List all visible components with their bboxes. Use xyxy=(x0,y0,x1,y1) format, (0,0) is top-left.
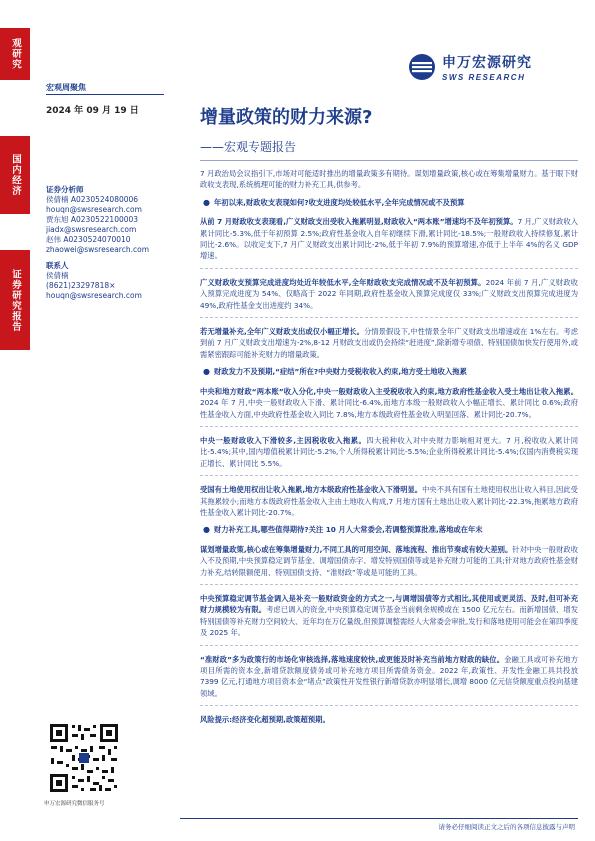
body-paragraph: 中央和地方财政“两本账”收入分化,中央一般财政收入主受税收收入约束,地方政府性基金收入受土地出让收入拖累。2024 年 7 月,中央一般财政收入下滑、累计同比-6.4%,而地方本级一般财政收入小幅正增长、累计同比 0.6%;政府性基金收入方面,中央政府性基金收入同比 7.8%,地方本级政府性基金收入明显回落、累计同比-20.7%。 xyxy=(200,386,578,419)
report-body xyxy=(200,168,578,732)
body-paragraph: 若无增量补充,全年广义财政支出或仅小幅正增长。分情景假设下,中性情景全年广义财政支出增速或在 1%左右。考虑到前 7 月广义财政支出增速为-2%,8-12 月财政支出或仍会持续“赶进度”,除新增专项债、特别国债加快发行使用外,或需紧密跟踪可能补充财力的增量政策。 xyxy=(200,327,578,359)
section-heading: 年初以来,财政收支表现如何?收支进度均处较低水平,全年完成情况或不及预算 xyxy=(214,197,465,207)
analyst-list xyxy=(46,195,176,255)
qr-caption: 申万宏源研究微信服务号 xyxy=(44,801,105,807)
analyst-email-link[interactable]: jiadx@swsresearch.com xyxy=(46,225,137,234)
logo-mark-icon xyxy=(408,53,436,81)
page-subtitle: ——宏观专题报告 xyxy=(200,140,297,154)
analyst-line: 侯倩楠 A0230524080006 xyxy=(46,195,139,204)
report-type: 宏观周聚焦 xyxy=(46,83,86,92)
contact-email-link[interactable]: houqn@swsresearch.com xyxy=(46,291,142,300)
body-paragraph: 广义财政收支预算完成进度均处近年较低水平,全年财政收支完成情况或不及年初预算。2024 年前 7 月,广义财政收入预算完成进度为 54%、仅略高于 2022 年同期,政府性基金收入预算完成度仅 33%;广义财政支出预算完成进度为 49%,政府性基金支出进度约 34%。 xyxy=(200,277,578,310)
section-bullet xyxy=(200,524,578,535)
body-paragraph: 中央一般财政收入下滑较多,主因税收收入拖累。四大税种收入对中央财力影响相对更大。7 月,税收收入累计同比-5.4%;其中,国内增值税累计同比-5.2%,个人所得税累计同比-5.5%;企业所得税累计同比-5.4%;仅国内消费税实现正增长、累计同比 5.5%。 xyxy=(200,435,578,468)
bullet-icon: ● xyxy=(203,197,210,207)
body-paragraph: 谋划增量政策,核心或在筹集增量财力,不同工具的可用空间、落地流程、推出节奏或有较大差别。针对中央一般财政收入不及预期,中央预算稳定调节基金、调增国债赤字、增发特别国债等或是补充财力可能的工具;针对地方政府性基金财力补充,结转限额使用、特别国债支持、“准财政”等或是可能的工具。 xyxy=(200,544,579,577)
paragraph-divider xyxy=(200,317,578,318)
contact-list xyxy=(46,271,176,301)
disclosure-note: 请务必仔细阅读正文之后的各项信息披露与声明 xyxy=(438,823,575,831)
sidebar-tag-domestic-economy: 国内经济 xyxy=(0,136,30,214)
risk-warning: 风险提示:经济变化超预期,政策超预期。 xyxy=(200,715,330,725)
analyst-email-link[interactable]: zhaowei@swsresearch.com xyxy=(46,245,150,254)
body-paragraph: 受国有土地使用权出让收入拖累,地方本级政府性基金收入下滑明显。中央不具有国有土地使用权出让收入科目,因此受其拖累较小;而地方本级政府性基金收入主由土地收入构成,7 月地方国有土地出让收入累计同比-22.3%,拖累地方政府性基金收入累计同比-20.7%。 xyxy=(200,485,578,517)
paragraph-divider xyxy=(200,645,578,646)
company-logo xyxy=(408,52,578,82)
intro-paragraph: 7 月政治局会议指引下,市场对可能适时推出的增量政策多有期待。谋划增量政策,核心或在筹集增量财力。基于眼下财政收支表现,系统梳理可能的财力补充工具,供参考。 xyxy=(200,169,578,190)
left-sidebar xyxy=(0,0,30,841)
body-paragraph: 从前 7 月财政收支表现看,广义财政支出受收入拖累明显,财政收入“两本账”增速均不及年初预算。7 月,广义财政收入累计同比-5.3%,低于年初预算 2.5%;政府性基金收入自年初继续下滑,累计同比-18.5%;一般财政收入持续修复,累计同比-2.6%。以收定支下,7 月广义财政支出累计同比-2%,低于年初 7.9%的预算增速,亦低于上半年 4%的名义 GDP 增速。 xyxy=(200,217,579,261)
bullet-icon: ● xyxy=(203,367,210,377)
paragraph-divider xyxy=(200,584,578,585)
logo-name-en: SWS RESEARCH xyxy=(442,73,526,82)
logo-name-cn: 申万宏源研究 xyxy=(442,55,532,71)
sidebar-tag-research: 观研究 xyxy=(0,28,30,80)
section-bullet xyxy=(200,366,578,377)
body-paragraph: 中央预算稳定调节基金调入是补充一般财政资金的方式之一,与调增国债等方式相比,其使用或更灵活、及时,但可补充财力规模较为有限。考虑已调入的资金,中央预算稳定调节基金当前剩余规模或在 1500 亿元左右。而新增国债、增发特别国债等补充财力空间较大、近年均在万亿量级,但预算调整需经人大常委会审批,发行和落地使用可能会在第四季度及 2025 年。 xyxy=(200,593,579,638)
report-type-divider xyxy=(46,94,164,95)
qr-code-icon xyxy=(48,722,120,794)
analyst-line: 贾东旭 A0230522100003 xyxy=(46,215,139,224)
body-paragraph: “准财政”多为政策行的市场化审核选择,落地速度较快,或更能及时补充当前地方财政的缺位。金融工具或可补充地方项目所需的资本金,新增贷款额度债务或可补充地方项目所需债务资金。2022 年,政策性、开发性金融工具共投放 7399 亿元,打通地方项目资本金“堵点”政策性开发性银行新增贷款亦明显增长,调增 8000 亿元信贷额度重点投向基建领域。 xyxy=(200,654,578,698)
page-title: 增量政策的财力来源? xyxy=(200,107,373,128)
paragraph-divider xyxy=(200,475,578,476)
contact-phone: (8621)23297818× xyxy=(46,281,116,290)
sidebar-tag-securities-report: 证券研究报告 xyxy=(0,250,30,350)
section-heading: 财政发力不及预期,“症结”所在?中央财力受税收收入约束,地方受土地收入拖累 xyxy=(214,367,467,377)
section-bullet xyxy=(200,197,578,208)
report-date: 2024 年 09 月 19 日 xyxy=(46,106,139,116)
section-heading: 财力补充工具,哪些值得期待?关注 10 月人大常委会,若调整预算批准,落地或在年末 xyxy=(214,525,483,535)
contact-heading: 联系人 xyxy=(46,261,69,270)
paragraph-divider xyxy=(200,426,578,427)
paragraph-divider xyxy=(200,268,578,269)
bullet-icon: ● xyxy=(203,525,210,535)
analyst-email-link[interactable]: houqn@swsresearch.com xyxy=(46,205,142,214)
analysts-heading: 证券分析师 xyxy=(46,185,84,194)
footer-divider xyxy=(180,818,578,819)
paragraph-divider xyxy=(200,705,578,706)
contact-name: 侯倩楠 xyxy=(46,271,69,280)
analyst-line: 赵伟 A0230524070010 xyxy=(46,235,131,244)
title-divider xyxy=(200,160,578,161)
